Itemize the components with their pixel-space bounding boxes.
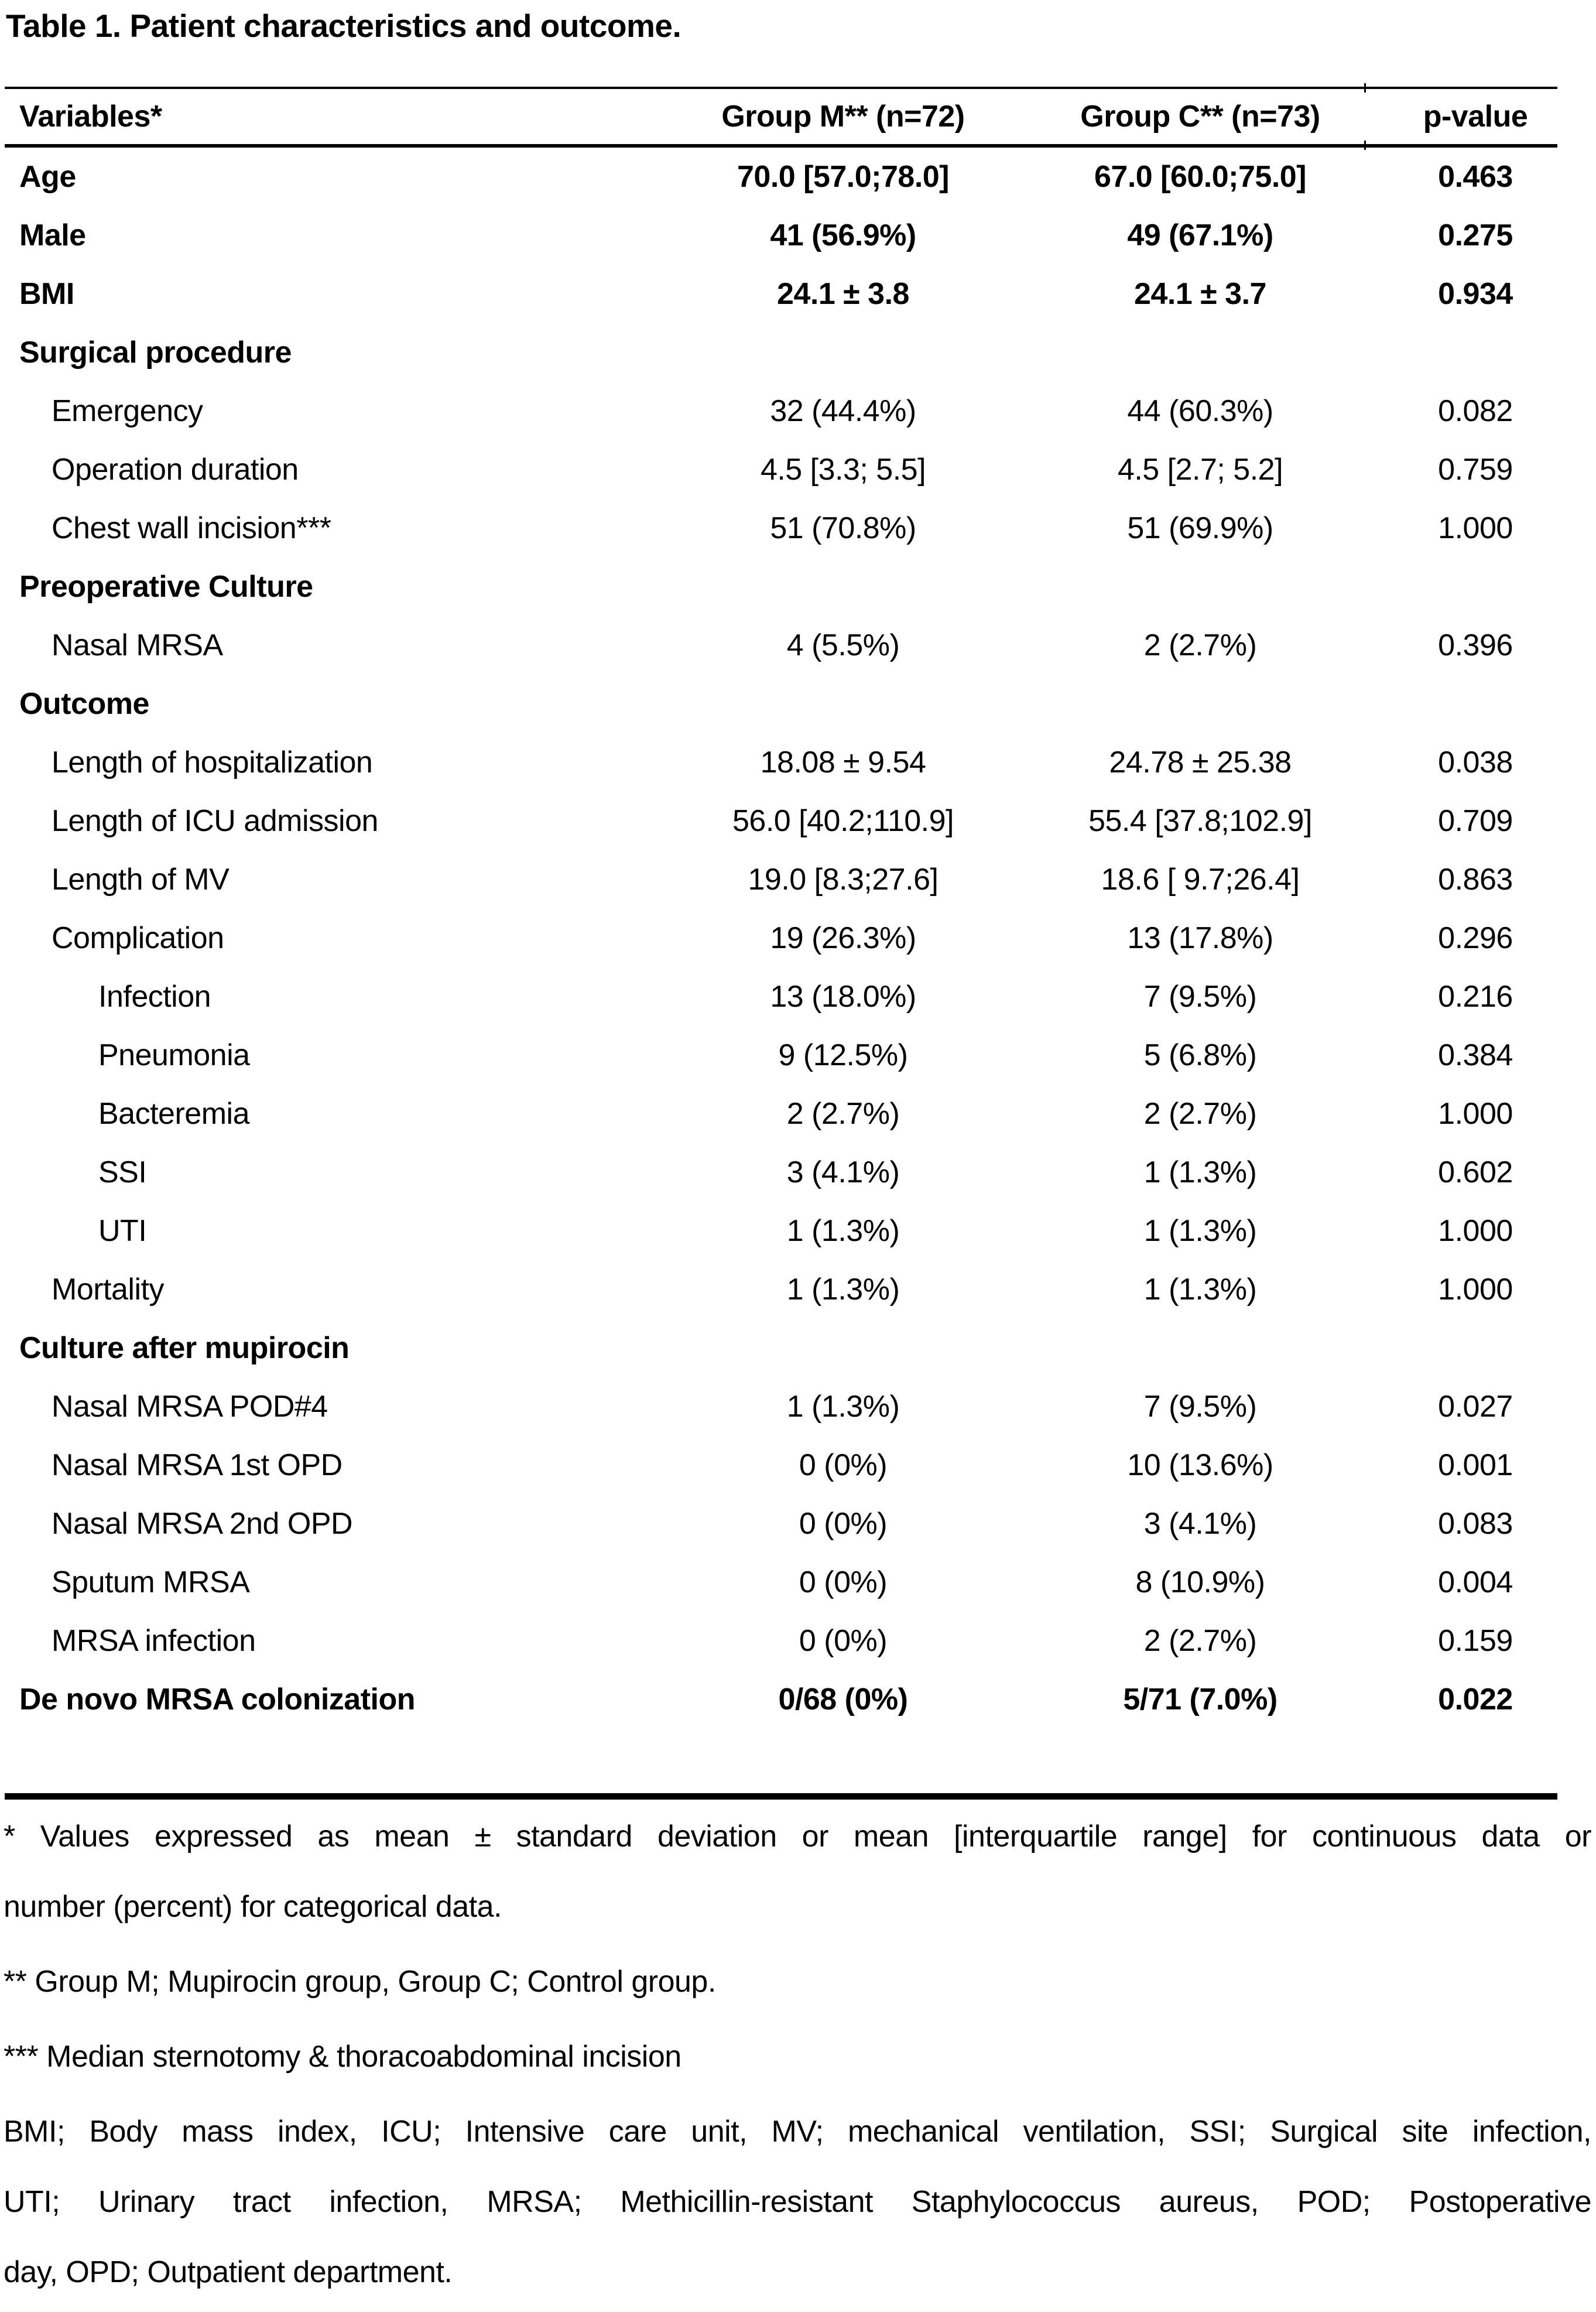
row-label: MRSA infection	[52, 1624, 256, 1658]
table-row	[5, 206, 1557, 265]
cell-group-c: 2 (2.7%)	[1143, 1624, 1257, 1658]
footnote-line: BMI; Body mass index, ICU; Intensive care unit, MV; mechanical ventilation, SSI; Surgical site infection,	[4, 2115, 1591, 2149]
footnote	[4, 1947, 1591, 2017]
cell-group-c: 2 (2.7%)	[1143, 1097, 1257, 1131]
table-bottom-spacer	[5, 1729, 1557, 1793]
row-label: Pneumonia	[98, 1038, 250, 1072]
cell-group-c: 8 (10.9%)	[1135, 1565, 1265, 1599]
header-cell-group-m: Group M** (n=72)	[721, 100, 965, 134]
cell-p-value: 0.296	[1438, 921, 1513, 955]
cell-p-value: 1.000	[1438, 1097, 1513, 1131]
footnote	[4, 1801, 1591, 1942]
cell-group-c: 7 (9.5%)	[1143, 980, 1257, 1014]
cell-group-c: 13 (17.8%)	[1127, 921, 1273, 955]
cell-p-value: 0.759	[1438, 453, 1513, 487]
table-row	[5, 558, 1557, 616]
cell-group-c: 24.78 ± 25.38	[1109, 745, 1292, 779]
cell-p-value: 1.000	[1438, 1214, 1513, 1248]
cell-group-m: 1 (1.3%)	[786, 1214, 900, 1248]
cell-p-value: 0.384	[1438, 1038, 1513, 1072]
table-row	[5, 850, 1557, 909]
cell-group-c: 5/71 (7.0%)	[1123, 1682, 1278, 1716]
cell-group-m: 0 (0%)	[799, 1565, 888, 1599]
row-label: Length of hospitalization	[52, 745, 373, 779]
row-label: Surgical procedure	[19, 336, 292, 370]
cell-group-c: 4.5 [2.7; 5.2]	[1117, 453, 1283, 487]
cell-group-m: 4 (5.5%)	[786, 628, 900, 662]
cell-group-c: 1 (1.3%)	[1143, 1273, 1257, 1307]
footnote-line: day, OPD; Outpatient department.	[4, 2255, 453, 2289]
cell-p-value: 1.000	[1438, 1273, 1513, 1307]
row-label: UTI	[98, 1214, 147, 1248]
table-row	[5, 1319, 1557, 1377]
row-label: Nasal MRSA	[52, 628, 223, 662]
cell-group-m: 70.0 [57.0;78.0]	[737, 160, 950, 194]
cell-group-m: 32 (44.4%)	[770, 394, 916, 428]
cell-p-value: 0.216	[1438, 980, 1513, 1014]
cell-group-m: 0/68 (0%)	[778, 1682, 908, 1716]
cell-group-m: 0 (0%)	[799, 1507, 888, 1541]
row-label: Infection	[98, 980, 211, 1014]
row-label: Nasal MRSA 1st OPD	[52, 1448, 343, 1482]
cell-group-m: 0 (0%)	[799, 1624, 888, 1658]
header-cell-variables: Variables*	[19, 100, 162, 134]
cell-p-value: 0.863	[1438, 863, 1513, 897]
cell-group-c: 10 (13.6%)	[1127, 1448, 1273, 1482]
cell-group-m: 24.1 ± 3.8	[777, 277, 909, 311]
cell-p-value: 0.934	[1438, 277, 1513, 311]
cell-group-m: 3 (4.1%)	[786, 1155, 900, 1189]
row-label: BMI	[19, 277, 74, 311]
cell-group-m: 19 (26.3%)	[770, 921, 916, 955]
cell-group-m: 2 (2.7%)	[786, 1097, 900, 1131]
cell-group-m: 19.0 [8.3;27.6]	[748, 863, 939, 897]
row-label: Nasal MRSA POD#4	[52, 1390, 328, 1424]
row-label: Nasal MRSA 2nd OPD	[52, 1507, 353, 1541]
table-rows	[5, 148, 1557, 1729]
table-row	[5, 440, 1557, 499]
cell-p-value: 0.159	[1438, 1624, 1513, 1658]
cell-group-c: 67.0 [60.0;75.0]	[1094, 160, 1307, 194]
table-row	[5, 792, 1557, 850]
row-label: Culture after mupirocin	[19, 1331, 350, 1365]
cell-group-c: 44 (60.3%)	[1127, 394, 1273, 428]
row-label: Chest wall incision***	[52, 511, 331, 545]
cell-p-value: 0.004	[1438, 1565, 1513, 1599]
table-row	[5, 909, 1557, 967]
table-header	[5, 89, 1557, 144]
cell-group-c: 24.1 ± 3.7	[1134, 277, 1266, 311]
cell-group-c: 2 (2.7%)	[1143, 628, 1257, 662]
cell-group-m: 1 (1.3%)	[786, 1273, 900, 1307]
page-title: Table 1. Patient characteristics and outcome.	[6, 8, 681, 44]
cell-p-value: 0.602	[1438, 1155, 1513, 1189]
row-label: De novo MRSA colonization	[19, 1682, 416, 1716]
row-label: Operation duration	[52, 453, 299, 487]
cell-group-m: 9 (12.5%)	[778, 1038, 908, 1072]
row-label: Preoperative Culture	[19, 570, 313, 604]
cell-p-value: 0.463	[1438, 160, 1513, 194]
row-label: Length of ICU admission	[52, 804, 378, 838]
cell-group-m: 0 (0%)	[799, 1448, 888, 1482]
row-label: Length of MV	[52, 863, 230, 897]
table-row	[5, 1085, 1557, 1143]
table-row	[5, 1026, 1557, 1085]
cell-p-value: 0.275	[1438, 218, 1513, 252]
row-label: Emergency	[52, 394, 203, 428]
cell-group-m: 1 (1.3%)	[786, 1390, 900, 1424]
cell-group-c: 18.6 [ 9.7;26.4]	[1101, 863, 1300, 897]
row-label: Age	[19, 160, 76, 194]
cell-p-value: 0.038	[1438, 745, 1513, 779]
cell-group-c: 1 (1.3%)	[1143, 1214, 1257, 1248]
table-row	[5, 1553, 1557, 1612]
table-row	[5, 1377, 1557, 1436]
table-row	[5, 499, 1557, 558]
row-label: Male	[19, 218, 86, 252]
table-row	[5, 1436, 1557, 1494]
cell-group-m: 13 (18.0%)	[770, 980, 916, 1014]
footnote-line: *** Median sternotomy & thoracoabdominal incision	[4, 2040, 681, 2074]
footnote-line: number (percent) for categorical data.	[4, 1890, 502, 1924]
table-row	[5, 1612, 1557, 1670]
footnote	[4, 2096, 1591, 2307]
cell-p-value: 0.022	[1438, 1682, 1513, 1716]
footnote-line: * Values expressed as mean ± standard deviation or mean [interquartile range] for continuous data or	[4, 1819, 1591, 1853]
footnote-line: ** Group M; Mupirocin group, Group C; Control group.	[4, 1965, 716, 1999]
header-cell-group-c: Group C** (n=73)	[1080, 100, 1320, 134]
table-row	[5, 733, 1557, 792]
table-row	[5, 382, 1557, 440]
cell-group-m: 56.0 [40.2;110.9]	[732, 804, 954, 838]
footnote-line: UTI; Urinary tract infection, MRSA; Methicillin-resistant Staphylococcus aureus, POD; Postoperative	[4, 2185, 1591, 2219]
row-label: Sputum MRSA	[52, 1565, 250, 1599]
cell-p-value: 0.083	[1438, 1507, 1513, 1541]
cell-p-value: 0.082	[1438, 394, 1513, 428]
table-row	[5, 265, 1557, 323]
table-row	[5, 1143, 1557, 1202]
cell-group-c: 51 (69.9%)	[1127, 511, 1273, 545]
row-label: Outcome	[19, 687, 149, 721]
cell-p-value: 0.027	[1438, 1390, 1513, 1424]
header-cell-p-value: p-value	[1423, 100, 1528, 134]
row-label: Complication	[52, 921, 224, 955]
footnotes	[4, 1801, 1591, 2312]
cell-p-value: 0.709	[1438, 804, 1513, 838]
cell-group-c: 3 (4.1%)	[1143, 1507, 1257, 1541]
row-label: SSI	[98, 1155, 147, 1189]
cell-group-c: 5 (6.8%)	[1143, 1038, 1257, 1072]
cell-p-value: 0.396	[1438, 628, 1513, 662]
cell-group-m: 4.5 [3.3; 5.5]	[760, 453, 926, 487]
cell-group-m: 51 (70.8%)	[770, 511, 916, 545]
cell-group-c: 49 (67.1%)	[1127, 218, 1273, 252]
table-row	[5, 675, 1557, 733]
column-border-tick-top	[1364, 83, 1366, 93]
cell-p-value: 1.000	[1438, 511, 1513, 545]
data-table	[5, 87, 1557, 1800]
cell-group-c: 7 (9.5%)	[1143, 1390, 1257, 1424]
row-label: Mortality	[52, 1273, 164, 1307]
cell-p-value: 0.001	[1438, 1448, 1513, 1482]
cell-group-m: 41 (56.9%)	[770, 218, 916, 252]
table-row	[5, 1494, 1557, 1553]
table-row	[5, 323, 1557, 382]
table-row	[5, 1260, 1557, 1319]
table-row	[5, 1202, 1557, 1260]
cell-group-c: 1 (1.3%)	[1143, 1155, 1257, 1189]
cell-group-m: 18.08 ± 9.54	[760, 745, 926, 779]
column-border-tick-mid	[1364, 141, 1366, 150]
table-row	[5, 967, 1557, 1026]
table-row	[5, 148, 1557, 206]
row-label: Bacteremia	[98, 1097, 249, 1131]
table-row	[5, 616, 1557, 675]
table-row	[5, 1670, 1557, 1729]
footnote	[4, 2022, 1591, 2092]
cell-group-c: 55.4 [37.8;102.9]	[1088, 804, 1312, 838]
table-bottom-rule	[5, 1793, 1557, 1800]
